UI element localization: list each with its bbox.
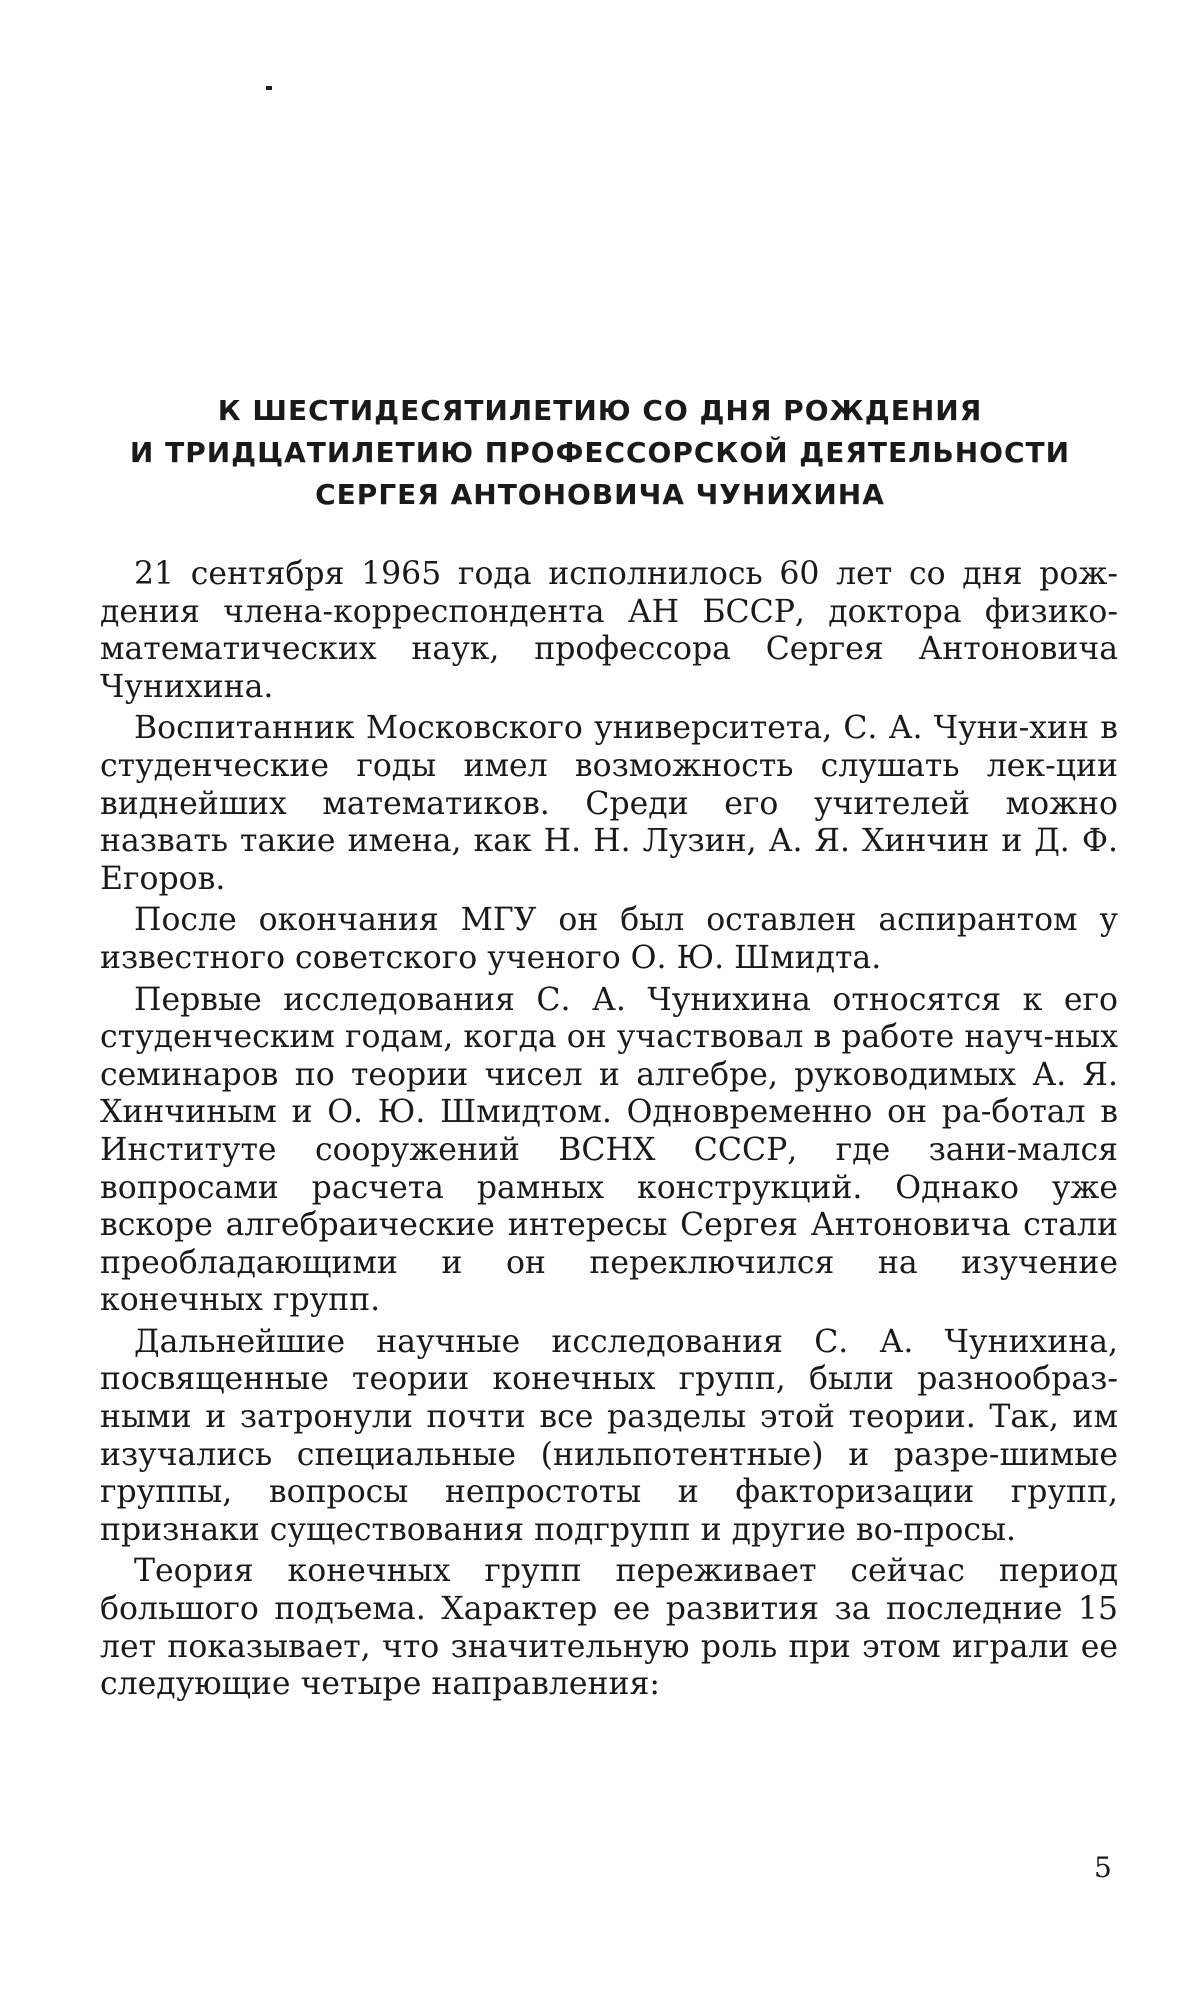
paragraph-6: Теория конечных групп переживает сейчас период большого подъема. Характер ее развития за последние 15 лет показывает, что значительную роль при этом играли ее следующие четыре направления: (100, 1553, 1118, 1703)
article-heading (100, 390, 1100, 516)
print-speck (266, 86, 272, 90)
paragraph-4: Первые исследования С. А. Чунихина относятся к его студенческим годам, когда он участвовал в работе науч-ных семинаров по теории чисел и алгебре, руководимых А. Я. Хинчиным и О. Ю. Шмидтом. Одновременно он ра-ботал в Институте сооружений ВСНХ СССР, где зани-мался вопросами расчета рамных конструкций. Однако уже вскоре алгебраические интересы Сергея Антоновича стали преобладающими и он переключился на изучение конечных групп. (100, 981, 1118, 1319)
heading-line-3: СЕРГЕЯ АНТОНОВИЧА ЧУНИХИНА (315, 478, 885, 511)
article-body (100, 556, 1118, 1708)
paragraph-3: После окончания МГУ он был оставлен аспирантом у известного советского ученого О. Ю. Шмидта. (100, 902, 1118, 976)
heading-line-1: К ШЕСТИДЕСЯТИЛЕТИЮ СО ДНЯ РОЖДЕНИЯ (217, 394, 983, 427)
paragraph-2: Воспитанник Московского университета, С. А. Чуни-хин в студенческие годы имел возможность слушать лек-ции виднейших математиков. Среди его учителей можно назвать такие имена, как Н. Н. Лузин, А. Я. Хинчин и Д. Ф. Егоров. (100, 710, 1118, 897)
heading-line-2: И ТРИДЦАТИЛЕТИЮ ПРОФЕССОРСКОЙ ДЕЯТЕЛЬНОСТИ (129, 436, 1071, 469)
paragraph-1: 21 сентября 1965 года исполнилось 60 лет со дня рож-дения члена-корреспондента АН БССР, доктора физико-математических наук, профессора Сергея Антоновича Чунихина. (100, 556, 1118, 705)
paragraph-5: Дальнейшие научные исследования С. А. Чунихина, посвященные теории конечных групп, были разнообраз-ными и затронули почти все разделы этой теории. Так, им изучались специальные (нильпотентные) и разре-шимые группы, вопросы непростоты и факторизации групп, признаки существования подгрупп и другие во-просы. (100, 1323, 1118, 1548)
page-number: 5 (1094, 1851, 1112, 1884)
